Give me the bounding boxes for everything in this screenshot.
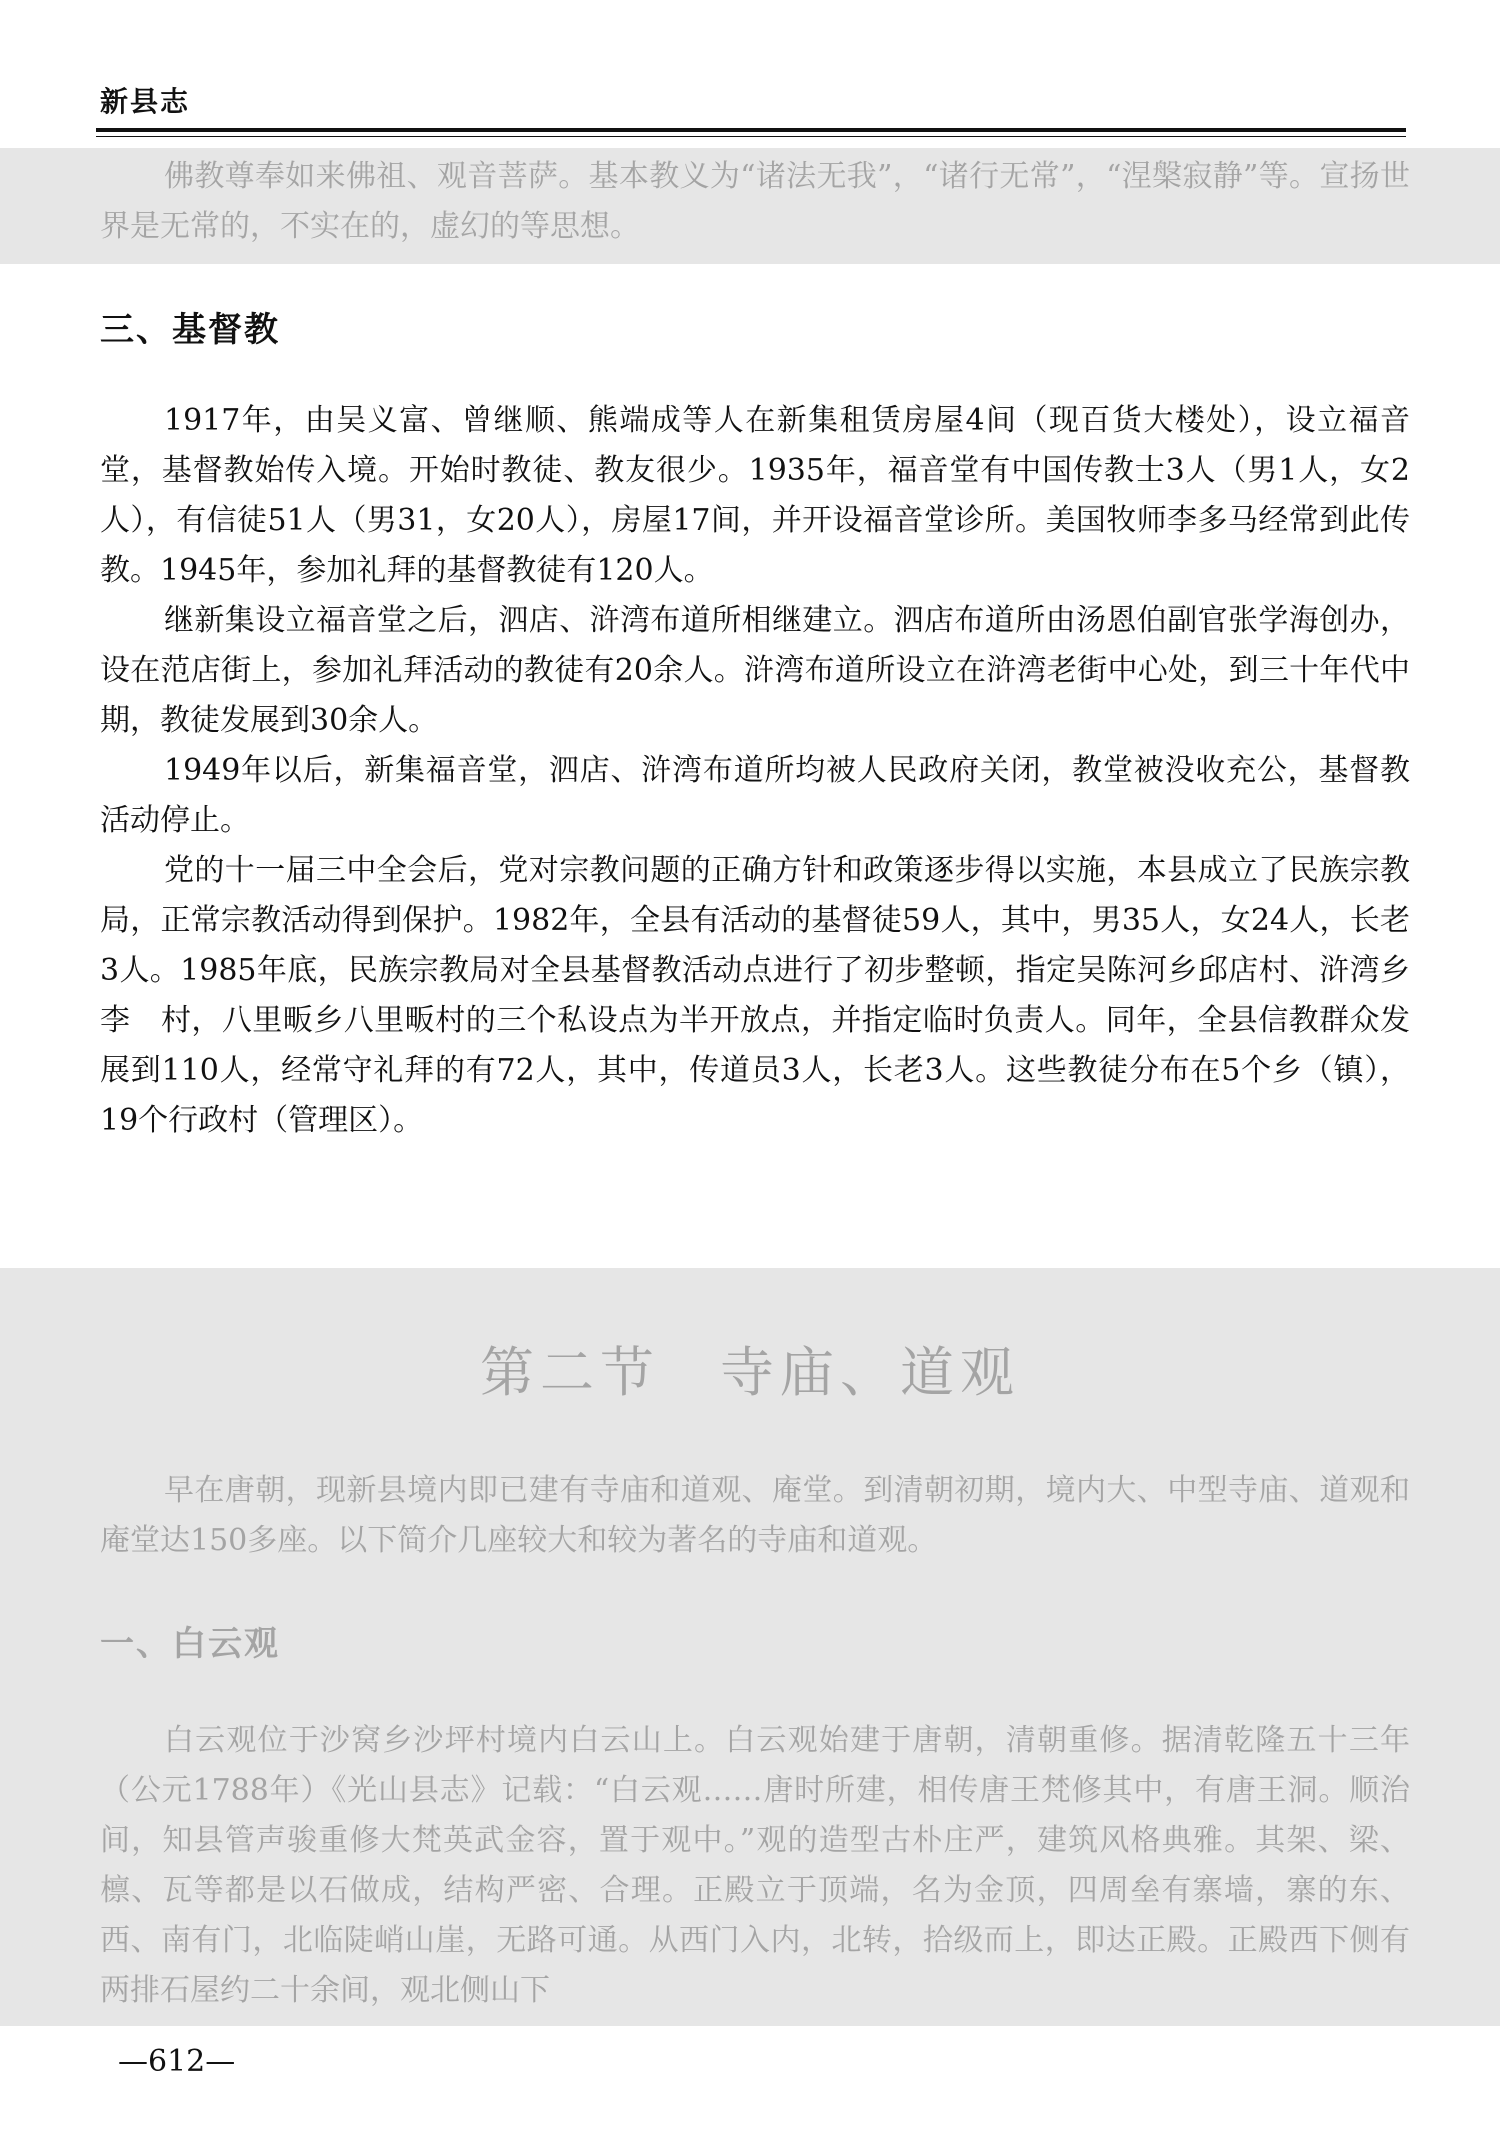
header-rule-thin — [96, 136, 1406, 137]
christianity-paragraph-1: 1917年，由吴义富、曾继顺、熊端成等人在新集租赁房屋4间（现百货大楼处），设立福音堂，基督教始传入境。开始时教徒、教友很少。1935年，福音堂有中国传教士3人（男1人，女2人），有信徒51人（男31，女20人），房屋17间，并开设福音堂诊所。美国牧师李多马经常到此传教。1945年，参加礼拜的基督教徒有120人。 — [100, 403, 1410, 588]
temples-intro-paragraph: 早在唐朝，现新县境内即已建有寺庙和道观、庵堂。到清朝初期，境内大、中型寺庙、道观和庵堂达150多座。以下简介几座较大和较为著名的寺庙和道观。 — [100, 1473, 1410, 1558]
running-header: 新县志 — [100, 85, 191, 118]
page-number: —612— — [118, 2044, 236, 2079]
baiyun-temple-paragraph: 白云观位于沙窝乡沙坪村境内白云山上。白云观始建于唐朝，清朝重修。据清乾隆五十三年（公元1788年）《光山县志》记载：“白云观……唐时所建，相传唐王梵修其中，有唐王洞。顺治间，知县管声骏重修大梵英武金容，置于观中。”观的造型古朴庄严，建筑风格典雅。其架、梁、檩、瓦等都是以石做成，结构严密、合理。正殿立于顶端，名为金顶，四周垒有寨墙，寨的东、西、南有门，北临陡峭山崖，无路可通。从西门入内，北转，拾级而上，即达正殿。正殿西下侧有两排石屋约二十余间，观北侧山下 — [100, 1723, 1410, 2008]
christianity-paragraph-4: 党的十一届三中全会后，党对宗教问题的正确方针和政策逐步得以实施，本县成立了民族宗教局，正常宗教活动得到保护。1982年，全县有活动的基督徒59人，其中，男35人，女24人，长老3人。1985年底，民族宗教局对全县基督教活动点进行了初步整顿，指定吴陈河乡邱店村、浒湾乡李 村，八里畈乡八里畈村的三个私设点为半开放点，并指定临时负责人。同年，全县信教群众发展到110人，经常守礼拜的有72人，其中，传道员3人，长老3人。这些教徒分布在5个乡（镇），19个行政村（管理区）。 — [100, 853, 1410, 1138]
christianity-paragraph-3: 1949年以后，新集福音堂，泗店、浒湾布道所均被人民政府关闭，教堂被没收充公，基督教活动停止。 — [100, 753, 1410, 838]
christianity-paragraph-2: 继新集设立福音堂之后，泗店、浒湾布道所相继建立。泗店布道所由汤恩伯副官张学海创办，设在范店街上，参加礼拜活动的教徒有20余人。浒湾布道所设立在浒湾老街中心处，到三十年代中期，教徒发展到30余人。 — [100, 603, 1410, 738]
top-excerpt-paragraph: 佛教尊奉如来佛祖、观音菩萨。基本教义为“诸法无我”，“诸行无常”，“涅槃寂静”等。宣扬世界是无常的，不实在的，虚幻的等思想。 — [100, 159, 1410, 244]
header-rule-thick — [96, 128, 1406, 132]
subheading-baiyun-temple: 一、白云观 — [100, 1624, 280, 1664]
section-heading-christianity: 三、基督教 — [100, 310, 280, 350]
section-title-temples: 第二节 寺庙、道观 — [480, 1341, 1020, 1404]
